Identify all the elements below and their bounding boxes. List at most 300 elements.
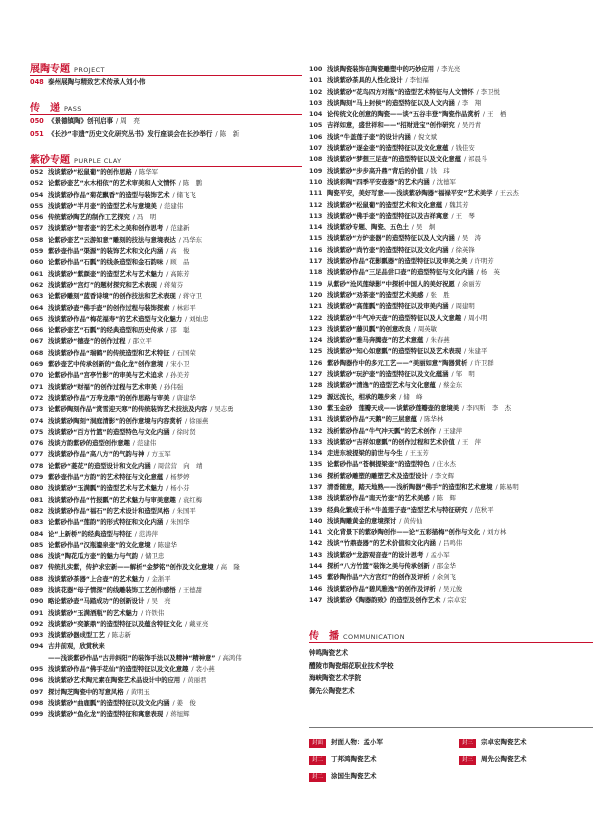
toc-separator: / bbox=[147, 597, 150, 606]
toc-title: 浅谈紫砂“藤贝瓢”的创意改良 bbox=[327, 324, 411, 333]
toc-page-number: 087 bbox=[30, 563, 44, 572]
toc-page-number: 070 bbox=[30, 371, 44, 380]
toc-title: 浅析紫砂作品“牛气冲天瓢”的艺术创作 bbox=[327, 426, 436, 435]
toc-author: 冯华东 bbox=[182, 235, 203, 244]
toc-author: 戴亚亮 bbox=[189, 619, 209, 628]
toc-author: 孟小军 bbox=[430, 550, 450, 559]
toc-author: 魏其芳 bbox=[449, 200, 469, 209]
communication-list bbox=[309, 647, 593, 697]
ads-divider bbox=[309, 727, 593, 728]
toc-page-number: 145 bbox=[309, 573, 323, 582]
toc-separator: / bbox=[495, 482, 498, 491]
toc-author: 周英敏 bbox=[417, 324, 438, 333]
toc-title: 浅谈紫砂“梦想三足壶”的造型特征以及文化意蕴 bbox=[327, 155, 462, 164]
toc-page-number: 067 bbox=[30, 337, 44, 346]
toc-entry bbox=[309, 493, 593, 504]
toc-page-number: 074 bbox=[30, 416, 44, 425]
toc-separator: / bbox=[438, 381, 442, 390]
toc-entry bbox=[30, 653, 302, 664]
communication-name: 醴陵市陶瓷烟花职业技术学校 bbox=[309, 661, 394, 670]
toc-title: 浅谈紫砂作品“万寿龙鼎”的创作思路与审美 bbox=[48, 393, 170, 402]
section-title-cn: 传 递 bbox=[30, 103, 60, 114]
toc-separator: / bbox=[159, 280, 163, 289]
toc-title: 论紫砂作品“石瓢”的线条造型和金石韵味 bbox=[48, 258, 164, 267]
toc-entry bbox=[30, 223, 302, 234]
ad-name: 周先公陶瓷艺术 bbox=[481, 755, 527, 763]
toc-title: 浅谈陶瓷装饰在陶瓷雕塑中的巧妙应用 bbox=[327, 65, 434, 73]
communication-entry bbox=[309, 672, 593, 685]
toc-separator: / bbox=[457, 279, 460, 288]
toc-separator: / bbox=[166, 473, 169, 482]
toc-page-number: 052 bbox=[30, 168, 44, 176]
toc-page-number: 109 bbox=[309, 166, 323, 175]
toc-separator: / bbox=[183, 676, 186, 685]
toc-entry bbox=[30, 608, 302, 619]
toc-entry bbox=[309, 75, 593, 86]
toc-entry bbox=[309, 482, 593, 493]
toc-page-number: 059 bbox=[30, 247, 44, 256]
toc-entry bbox=[30, 348, 302, 359]
toc-page-number: 050 bbox=[30, 117, 44, 125]
toc-page-number: 144 bbox=[309, 562, 323, 571]
toc-separator: / bbox=[413, 132, 416, 141]
toc-author: 王德甜 bbox=[182, 585, 203, 594]
toc-entry bbox=[309, 584, 593, 595]
toc-entry bbox=[309, 301, 593, 312]
toc-entry bbox=[309, 154, 593, 165]
toc-title: 浅谈紫砂“鱼化龙”的造型特征和寓意表现 bbox=[48, 710, 164, 719]
toc-entry bbox=[30, 359, 302, 370]
toc-title: 清香随意，踏天地熟——浅析陶器“佛手”的造型和艺术意境 bbox=[327, 482, 493, 491]
toc-title: 传统紫砂陶艺的制作工艺探究 bbox=[48, 213, 130, 222]
toc-separator: / bbox=[134, 529, 137, 538]
toc-entry bbox=[30, 325, 302, 336]
toc-page-number: 055 bbox=[30, 201, 44, 210]
toc-author: 吴志勇 bbox=[214, 405, 234, 414]
ad-name: 封面人物：孟小军 bbox=[331, 738, 384, 746]
toc-author: 宗卓宏 bbox=[447, 595, 467, 604]
toc-page-number: 096 bbox=[30, 676, 44, 685]
toc-page-number: 092 bbox=[30, 619, 44, 628]
toc-separator: / bbox=[178, 292, 181, 301]
toc-title: 传统扎实紫，传护求宏新——解析“金梦铭”创作及文化意境 bbox=[48, 563, 214, 572]
toc-title: 浅谈紫砂《陶器韵致》的造型及创作艺术 bbox=[327, 595, 441, 604]
section-purple-clay-continued bbox=[309, 64, 593, 606]
toc-author: 吴 炯 bbox=[415, 223, 436, 232]
toc-entry bbox=[309, 233, 593, 244]
toc-title: 浅谈紫砂作品“碧风雅逸”的创作及评析 bbox=[327, 584, 436, 593]
toc-page-number: 077 bbox=[30, 450, 44, 459]
section-title-en: COMMUNICATION bbox=[343, 633, 405, 641]
toc-entry bbox=[309, 505, 593, 516]
toc-page-number: 083 bbox=[30, 518, 44, 527]
toc-author: 范建伟 bbox=[164, 201, 184, 210]
toc-author: 许铁伟 bbox=[145, 608, 165, 617]
communication-name: 钟鸣陶瓷艺术 bbox=[309, 649, 348, 657]
toc-separator: / bbox=[166, 326, 169, 335]
toc-title: 浅谈紫砂“高莲瓢”的造型特征以及审美内涵 bbox=[327, 302, 449, 311]
toc-title: 紫砂壶艺中传承创新的“鱼化龙”创作意境 bbox=[48, 360, 164, 369]
toc-entry bbox=[30, 303, 302, 314]
toc-title: 泰州展陶与精致艺术传承人刘小伟 bbox=[48, 78, 146, 86]
toc-author: 朱国华 bbox=[170, 518, 190, 527]
toc-page-number: 107 bbox=[309, 144, 323, 153]
toc-page-number: 072 bbox=[30, 393, 44, 402]
toc-entry bbox=[30, 178, 302, 189]
toc-title: 浅谈紫砂“玉满酒瓶”的艺术魅力 bbox=[48, 608, 138, 617]
toc-page-number: 103 bbox=[309, 98, 323, 107]
toc-page-number: 105 bbox=[309, 121, 323, 130]
toc-page-number: 065 bbox=[30, 314, 44, 323]
toc-title: 浅谈紫砂“佛手壶”的造型特征以及吉祥寓意 bbox=[327, 211, 449, 220]
toc-separator: / bbox=[166, 224, 169, 233]
toc-entry bbox=[309, 437, 593, 448]
toc-separator: / bbox=[153, 461, 156, 470]
toc-separator: / bbox=[172, 348, 175, 357]
toc-author: 石国荣 bbox=[176, 348, 196, 357]
toc-entry bbox=[30, 416, 302, 427]
toc-separator: / bbox=[426, 290, 429, 299]
toc-author: 唐建华 bbox=[176, 393, 196, 402]
toc-title: 浅谈紫砂“吉祥如意瓢”的创作过程和艺术价值 bbox=[327, 437, 455, 446]
toc-separator: / bbox=[436, 65, 440, 73]
toc-page-number: 135 bbox=[309, 460, 323, 469]
ad-item bbox=[459, 754, 527, 765]
toc-author: 王玉芳 bbox=[409, 449, 429, 458]
toc-author: 王 萍 bbox=[461, 437, 482, 446]
toc-author: 张 胜 bbox=[430, 290, 450, 299]
toc-page-number: 104 bbox=[309, 110, 323, 119]
toc-title: 浅谈紫砂“玩护壶”的造型特征以及文化蕴涵 bbox=[327, 370, 449, 379]
toc-author: 陈易明 bbox=[499, 482, 519, 491]
toc-title: 古井前观，欣赏秋来 bbox=[48, 642, 105, 651]
toc-entry bbox=[309, 279, 593, 290]
section-title-cn: 传 播 bbox=[309, 631, 339, 642]
toc-title: 浅谈陶刻“马上封侯”的造型特征以及人文内涵 bbox=[327, 98, 455, 107]
toc-entry bbox=[309, 527, 593, 538]
toc-title: 浅谈紫砂作品“瑞鹤”的传统造型和艺术特征 bbox=[48, 348, 170, 357]
toc-author: 庄水杰 bbox=[436, 460, 456, 469]
toc-separator: / bbox=[166, 258, 169, 267]
toc-page-number: 126 bbox=[309, 358, 323, 367]
toc-page-number: 114 bbox=[309, 223, 323, 232]
toc-entry bbox=[309, 426, 593, 437]
toc-page-number: 076 bbox=[30, 439, 44, 448]
toc-title: 浅谈紫砂“方炉壶器”的造型特征以及人文内涵 bbox=[327, 234, 455, 243]
toc-author: 杨小芬 bbox=[170, 484, 190, 493]
communication-name: 御先公陶瓷艺术 bbox=[309, 686, 355, 695]
ad-item bbox=[309, 737, 383, 748]
toc-entry bbox=[309, 98, 593, 109]
toc-entry bbox=[30, 472, 302, 483]
toc-separator: / bbox=[140, 608, 144, 617]
toc-title: 浅谈紫砂“百方竹篮”的造型特色与文化内涵 bbox=[48, 427, 170, 436]
toc-separator: / bbox=[476, 268, 479, 277]
toc-separator: / bbox=[482, 528, 486, 537]
toc-title: ——浅谈紫砂作品“古井斜阳”的装饰手法以及精神“精神意” bbox=[48, 653, 216, 662]
toc-author: 姜 俊 bbox=[176, 698, 196, 707]
toc-author: 吴 涛 bbox=[461, 234, 482, 243]
toc-page-number: 117 bbox=[309, 257, 323, 266]
toc-page-number: 101 bbox=[309, 76, 323, 85]
toc-separator: / bbox=[438, 584, 442, 593]
toc-entry bbox=[30, 585, 302, 596]
toc-separator: / bbox=[451, 211, 454, 220]
toc-separator: / bbox=[166, 247, 169, 256]
communication-entry bbox=[309, 647, 593, 660]
toc-entry bbox=[309, 516, 593, 527]
toc-entry bbox=[309, 200, 593, 211]
toc-title: 论传统文化创意的陶瓷——谈“五谷丰登”陶瓷作品赏析 bbox=[327, 110, 480, 119]
toc-page-number: 081 bbox=[30, 495, 44, 504]
toc-author: 范建新 bbox=[170, 224, 190, 233]
toc-author: 周建明 bbox=[455, 302, 475, 311]
toc-title: 浅谈紫砂作品“天鹅”的三层意蕴 bbox=[327, 415, 417, 424]
toc-entry bbox=[30, 675, 302, 686]
toc-title: 浅谈紫砂“半月壶”的造型艺术与意境美 bbox=[48, 201, 157, 210]
toc-entry bbox=[30, 562, 302, 573]
toc-entry bbox=[309, 267, 593, 278]
toc-entry bbox=[309, 324, 593, 335]
toc-author: 高 俊 bbox=[170, 247, 190, 256]
toc-title: 浅谈紫砂“紫颜壶”的造型艺术与艺术魅力 bbox=[48, 269, 164, 278]
toc-title: 探讨陶芝陶瓷中的写意风格 bbox=[48, 687, 124, 696]
ad-item bbox=[309, 771, 377, 782]
toc-page-number: 063 bbox=[30, 292, 44, 301]
toc-separator: / bbox=[159, 201, 163, 210]
toc-page-number: 091 bbox=[30, 608, 44, 617]
toc-entry bbox=[30, 641, 302, 652]
section-title-en: PASS bbox=[64, 105, 82, 113]
toc-entry bbox=[30, 438, 302, 449]
toc-separator: / bbox=[451, 370, 454, 379]
toc-title: 论紫砂壶艺“水木相依”的艺术审美和人文情怀 bbox=[48, 179, 176, 188]
toc-page-number: 054 bbox=[30, 190, 44, 199]
toc-author: 顾 品 bbox=[170, 258, 190, 267]
toc-entry bbox=[30, 291, 302, 302]
toc-entry bbox=[30, 619, 302, 630]
toc-title: 文化背景下的紫砂陶创作——论“五彩描梅”创作与文化 bbox=[327, 528, 480, 537]
toc-page-number: 121 bbox=[309, 302, 323, 311]
toc-title: 浅谈紫砂作品“南天竹壶”的艺术美感 bbox=[327, 494, 430, 503]
toc-separator: / bbox=[166, 518, 169, 527]
toc-separator: / bbox=[457, 437, 460, 446]
toc-author: 周 亮 bbox=[120, 117, 140, 125]
toc-title: 浅谈紫砂“牛气冲天壶”的造型特征以及人文意趣 bbox=[327, 313, 462, 322]
toc-separator: / bbox=[426, 336, 429, 345]
toc-author: 徐丽燕 bbox=[189, 416, 209, 425]
toc-separator: / bbox=[464, 155, 467, 164]
toc-list-purple-clay-continued bbox=[309, 64, 593, 606]
ad-tag: 封面 bbox=[309, 739, 326, 748]
toc-entry bbox=[30, 269, 302, 280]
toc-separator: / bbox=[178, 585, 181, 594]
toc-title: 紫砂壶作品“方韵”的艺术特征与文化意蕴 bbox=[48, 473, 164, 482]
toc-title: 浅谈紫砂作品“梅花福寿”的艺术造型与文化魅力 bbox=[48, 314, 183, 323]
toc-page-number: 071 bbox=[30, 382, 44, 391]
toc-separator: / bbox=[134, 168, 137, 176]
toc-separator: / bbox=[432, 562, 435, 571]
toc-separator: / bbox=[464, 347, 467, 356]
toc-page-number: 060 bbox=[30, 258, 44, 267]
section-title-cn: 展陶专题 bbox=[30, 64, 70, 75]
toc-title: 论紫砂雕刻“蓝香诗境”的创作技法和艺术表现 bbox=[48, 292, 176, 301]
toc-entry bbox=[309, 87, 593, 98]
toc-author: 高 隆 bbox=[220, 563, 240, 572]
toc-title: 浅谈紫砂专题、陶瓷、五色土 bbox=[327, 223, 409, 232]
toc-author: 范秋平 bbox=[474, 505, 494, 514]
toc-author: 孙美芳 bbox=[170, 371, 190, 380]
toc-author: 王云杰 bbox=[499, 189, 519, 198]
toc-author: 李光亮 bbox=[441, 65, 461, 73]
toc-separator: / bbox=[147, 574, 150, 583]
toc-author: 陈华军 bbox=[138, 168, 159, 176]
toc-entry bbox=[30, 336, 302, 347]
section-header bbox=[30, 151, 302, 165]
toc-author: 刘灿忠 bbox=[189, 314, 209, 323]
ad-name: 宗卓宏陶瓷艺术 bbox=[481, 738, 527, 746]
toc-page-number: 052 bbox=[30, 179, 44, 188]
toc-separator: / bbox=[464, 313, 467, 322]
toc-separator: / bbox=[470, 505, 473, 514]
toc-entry bbox=[30, 483, 302, 494]
toc-separator: / bbox=[462, 403, 465, 412]
toc-separator: / bbox=[216, 563, 219, 572]
toc-page-number: 061 bbox=[30, 269, 44, 278]
toc-entry bbox=[309, 392, 593, 403]
toc-title: 浅谈紫砂“曲鹿瓢”的造型特征以及文化内涵 bbox=[48, 698, 170, 707]
toc-entry bbox=[309, 459, 593, 470]
toc-separator: / bbox=[166, 360, 169, 369]
toc-page-number: 094 bbox=[30, 642, 44, 651]
toc-page-number: 056 bbox=[30, 213, 44, 222]
toc-entry bbox=[309, 313, 593, 324]
toc-separator: / bbox=[166, 269, 169, 278]
toc-separator: / bbox=[147, 450, 150, 459]
toc-title: 浅谈紫砂“德壶”的创作过程 bbox=[48, 337, 126, 346]
toc-title: 浅谈紫砂作品“菊花飘香”的造型与装饰艺术 bbox=[48, 190, 170, 199]
toc-entry bbox=[309, 595, 593, 606]
toc-page-number: 068 bbox=[30, 348, 44, 357]
toc-separator: / bbox=[405, 76, 408, 85]
toc-title: 浅谈“竹鼎壶器”的艺术价值和文化内涵 bbox=[327, 539, 436, 548]
toc-separator: / bbox=[399, 392, 402, 401]
toc-author: 余剑飞 bbox=[436, 573, 456, 582]
toc-page-number: 130 bbox=[309, 403, 323, 412]
ad-item bbox=[459, 737, 527, 748]
toc-separator: / bbox=[413, 324, 416, 333]
toc-title: 浅谈紫砂作品“三足品尝口壶”的造型特征与文化内涵 bbox=[327, 268, 474, 277]
toc-separator: / bbox=[470, 257, 473, 266]
section-title-en: PROJECT bbox=[74, 66, 105, 74]
toc-entry bbox=[30, 190, 302, 201]
toc-author: 徐英锋 bbox=[455, 245, 475, 254]
ad-item bbox=[309, 754, 377, 765]
toc-title: 浅谈紫砂壶“佛手壶”的创作过程与装饰探索 bbox=[48, 303, 170, 312]
toc-separator: / bbox=[166, 484, 169, 493]
section-communication bbox=[309, 627, 593, 697]
toc-separator: / bbox=[128, 337, 131, 346]
toc-page-number: 146 bbox=[309, 584, 323, 593]
toc-title: 吉祥如意，盛世祥和——“招财进宝”创作研究 bbox=[327, 121, 455, 130]
toc-separator: / bbox=[172, 190, 175, 199]
toc-separator: / bbox=[210, 405, 213, 414]
toc-entry bbox=[30, 404, 302, 415]
toc-page-number: 088 bbox=[30, 574, 44, 583]
toc-entry bbox=[30, 664, 302, 675]
toc-entry bbox=[30, 212, 302, 223]
toc-author: 杨 英 bbox=[480, 268, 500, 277]
toc-page-number: 093 bbox=[30, 631, 44, 640]
toc-page-number: 100 bbox=[309, 65, 323, 73]
toc-separator: / bbox=[172, 303, 175, 312]
toc-page-number: 058 bbox=[30, 235, 44, 244]
toc-page-number: 082 bbox=[30, 506, 44, 515]
toc-entry bbox=[309, 256, 593, 267]
toc-title: 浅谈紫砂茶器“上合壶”的艺术魅力 bbox=[48, 574, 145, 583]
toc-title: 论紫砂壶艺“云游如意”雕刻的技法与意境表达 bbox=[48, 235, 176, 244]
toc-page-number: 132 bbox=[309, 426, 323, 435]
toc-page-number: 138 bbox=[309, 494, 323, 503]
toc-author: 金浙平 bbox=[151, 574, 171, 583]
toc-entry bbox=[309, 369, 593, 380]
toc-page-number: 108 bbox=[309, 155, 323, 164]
toc-entry bbox=[309, 177, 593, 188]
toc-page-number: 110 bbox=[309, 177, 323, 186]
toc-page-number: 124 bbox=[309, 336, 323, 345]
toc-page-number: 118 bbox=[309, 268, 323, 277]
toc-entry bbox=[309, 166, 593, 177]
toc-author: 陈建华 bbox=[157, 540, 177, 549]
section-header bbox=[30, 60, 302, 74]
toc-title: 紫砂壶作品“渠源”的装饰艺术和文化内涵 bbox=[48, 247, 164, 256]
toc-title: 浅谈紫砂作品“花影瓢器”的造型特征以及审美之美 bbox=[327, 257, 468, 266]
toc-title: 探析“八方竹篮”装饰之美与传承创新 bbox=[327, 562, 430, 571]
toc-separator: / bbox=[178, 179, 181, 188]
toc-entry bbox=[30, 596, 302, 607]
toc-title: 浅谈紫砂“清逸”的造型艺术与文化意蕴 bbox=[327, 381, 436, 390]
toc-author: 邵 聪 bbox=[170, 326, 190, 335]
toc-page-number: 140 bbox=[309, 516, 323, 525]
toc-separator: / bbox=[126, 687, 129, 696]
toc-separator: / bbox=[457, 234, 460, 243]
toc-separator: / bbox=[426, 166, 429, 175]
toc-entry bbox=[30, 630, 302, 641]
toc-separator: / bbox=[185, 416, 188, 425]
toc-entry bbox=[30, 506, 302, 517]
toc-entry bbox=[309, 346, 593, 357]
toc-author: 李四斯 李 杰 bbox=[466, 403, 511, 412]
ad-name: 丁邦鸿陶瓷艺术 bbox=[331, 755, 377, 763]
toc-page-number: 128 bbox=[309, 381, 323, 390]
toc-entry bbox=[30, 201, 302, 212]
toc-separator: / bbox=[172, 393, 175, 402]
communication-entry bbox=[309, 685, 593, 698]
toc-entry bbox=[309, 143, 593, 154]
toc-author: 李 翔 bbox=[461, 98, 482, 107]
toc-list-pass bbox=[30, 115, 302, 141]
toc-page-number: 051 bbox=[30, 130, 44, 138]
toc-entry bbox=[30, 128, 302, 141]
toc-title: 浅谈紫砂“逐金壶”的造型特征以及文化意蕴 bbox=[327, 144, 449, 153]
toc-page-number: 127 bbox=[309, 370, 323, 379]
toc-page-number: 086 bbox=[30, 552, 44, 561]
toc-separator: / bbox=[185, 314, 188, 323]
toc-entry bbox=[30, 529, 302, 540]
toc-title: 走进东坡提梁的前世与今生 bbox=[327, 449, 403, 458]
toc-author: 高鸿伟 bbox=[222, 653, 242, 662]
toc-page-number: 141 bbox=[309, 528, 323, 537]
